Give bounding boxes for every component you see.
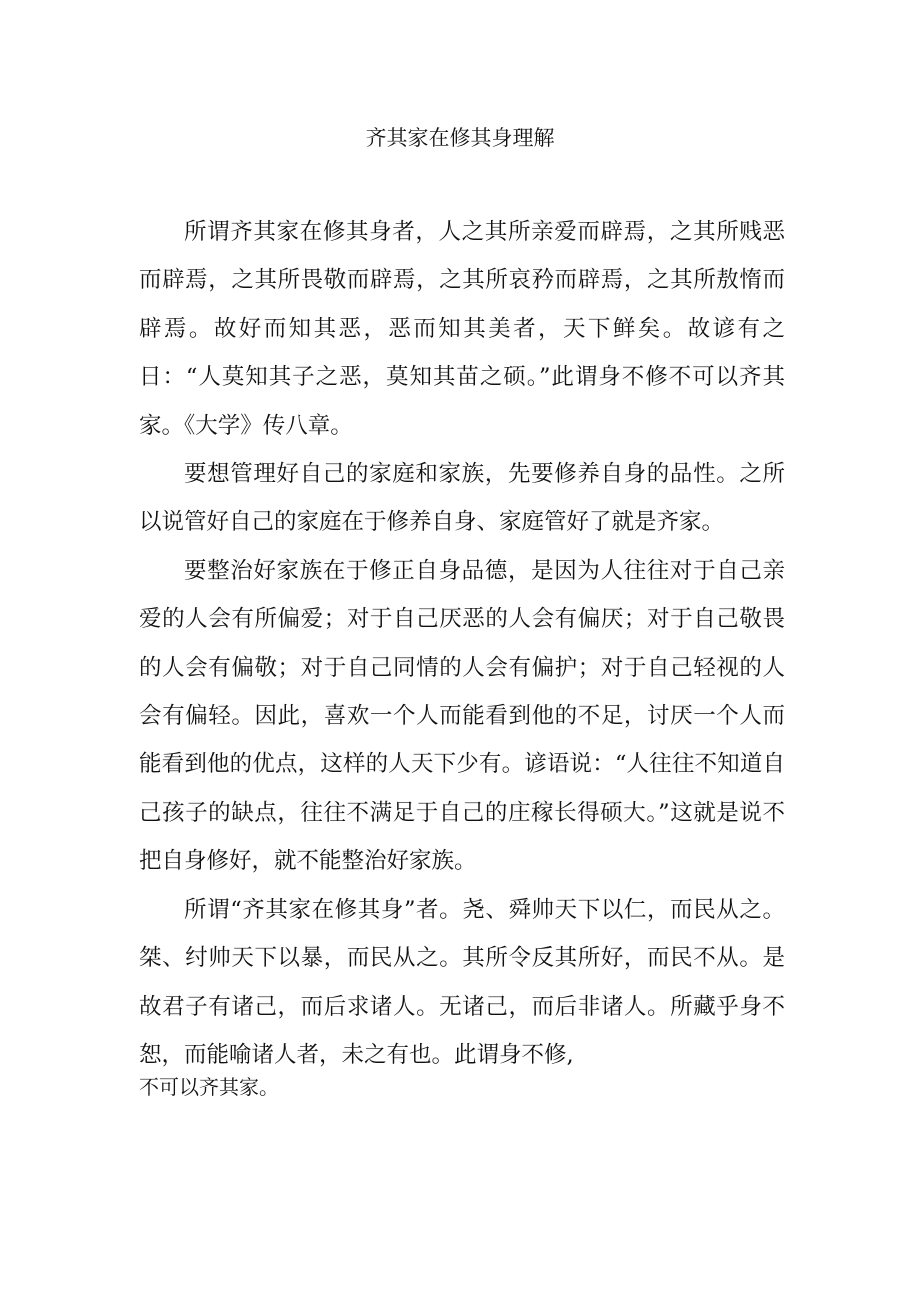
paragraph-3: 要整治好家族在于修正自身品德，是因为人往往对于自己亲爱的人会有所偏爱；对于自己厌恶的人会有偏厌；对于自己敬畏的人会有偏敬；对于自己同情的人会有偏护；对于自己轻视的人会有偏轻。因此，喜欢一个人而能看到他的不足，讨厌一个人而能看到他的优点，这样的人天下少有。谚语说：“人往往不知道自己孩子的缺点，往往不满足于自己的庄稼长得硕大。”这就是说不把自身修好，就不能整治好家族。 xyxy=(139,557,785,875)
document-title: 齐其家在修其身理解 xyxy=(365,126,555,150)
paragraph-4: 所谓“齐其家在修其身”者。尧、舜帅天下以仁，而民从之。桀、纣帅天下以暴，而民从之。其所令反其所好，而民不从。是故君子有诸己，而后求诸人。无诸己，而后非诸人。所藏乎身不恕，而能喻诸人者，未之有也。此谓身不修, xyxy=(139,896,785,1068)
closing-line: 不可以齐其家。 xyxy=(139,1075,279,1100)
paragraph-2: 要想管理好自己的家庭和家族，先要修养自身的品性。之所以说管好自己的家庭在于修养自身、家庭管好了就是齐家。 xyxy=(139,461,785,536)
document-body xyxy=(139,208,785,1101)
paragraph-1: 所谓齐其家在修其身者，人之其所亲爱而辟焉，之其所贱恶而辟焉，之其所畏敬而辟焉，之其所哀矜而辟焉，之其所敖惰而辟焉。故好而知其恶，恶而知其美者，天下鲜矣。故谚有之日：“人莫知其子之恶，莫知其苗之硕。”此谓身不修不可以齐其家。《大学》传八章。 xyxy=(139,219,785,439)
